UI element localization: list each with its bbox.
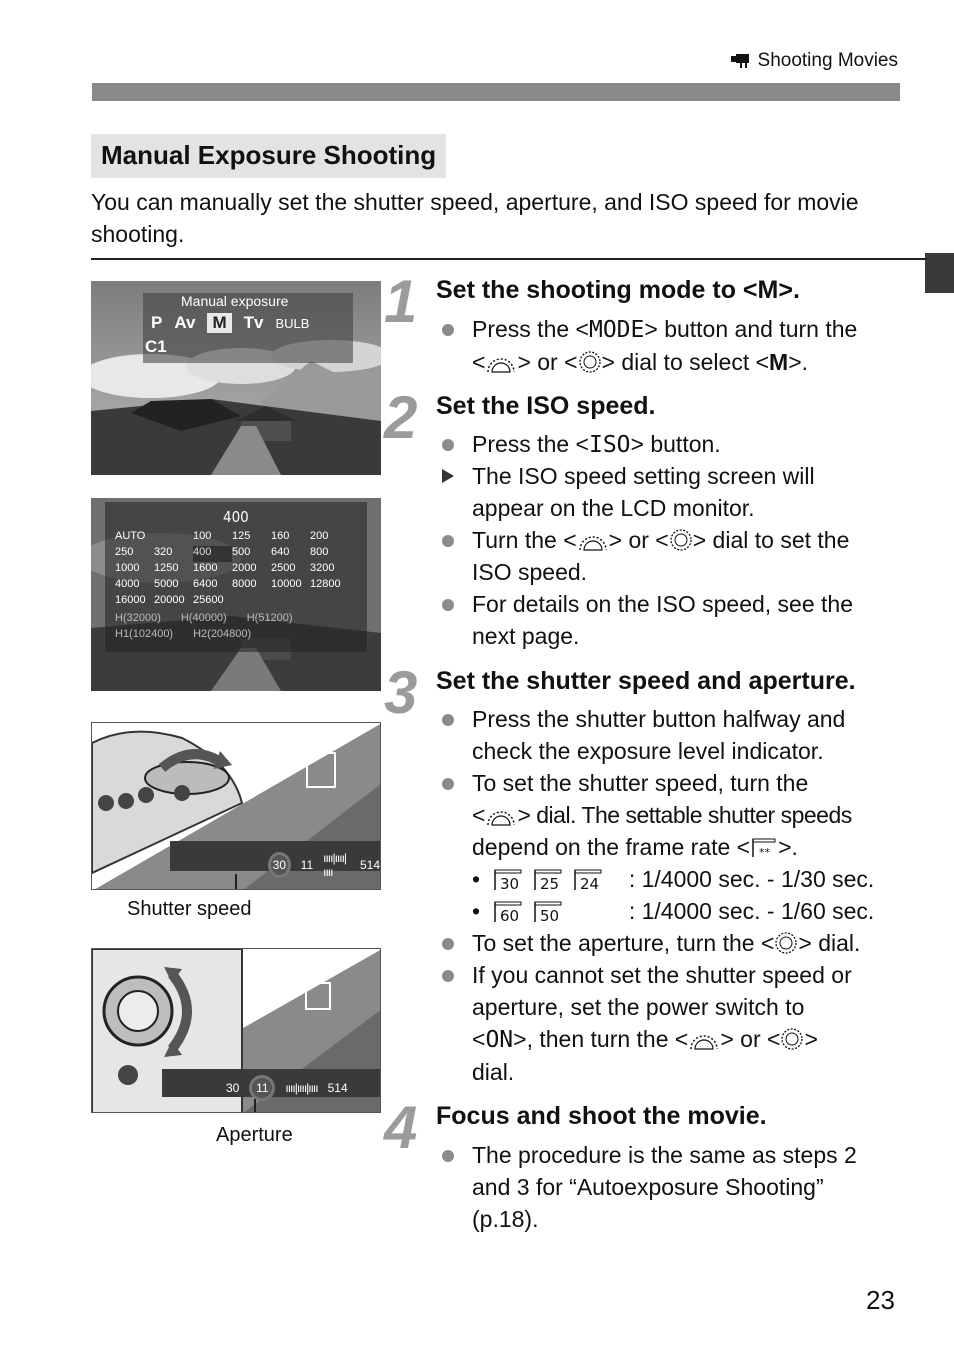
- svg-text:50: 50: [540, 907, 560, 924]
- on-switch-label: ON: [485, 1027, 514, 1053]
- bullet-icon: [442, 714, 454, 726]
- text-fragment: > button and turn the: [644, 316, 858, 342]
- shots-remaining: 514: [327, 1081, 348, 1095]
- frame-rate-range: : 1/4000 sec. - 1/60 sec.: [628, 898, 875, 924]
- text-fragment: > dial.: [798, 930, 861, 956]
- text-fragment: depend on the frame rate <: [472, 834, 751, 860]
- frame-rate-25-icon: [532, 868, 564, 892]
- main-dial-icon: [485, 352, 517, 374]
- running-header: [730, 50, 898, 72]
- iso-value: 5000: [154, 578, 179, 590]
- lcd-readout-aperture: [226, 1075, 348, 1101]
- aperture-value: 11: [300, 858, 314, 872]
- step4-item-1: [440, 1139, 910, 1235]
- iso-extended: [115, 610, 365, 642]
- text-fragment: Turn the <: [472, 527, 577, 553]
- text-fragment: •: [472, 898, 481, 924]
- iso-value: AUTO: [115, 530, 146, 542]
- iso-value: 2500: [271, 562, 296, 574]
- result-arrow-icon: [442, 469, 454, 483]
- frame-rate-range: : 1/4000 sec. - 1/30 sec.: [628, 866, 875, 892]
- chapter-tab: [925, 253, 954, 293]
- text-fragment: <: [472, 349, 486, 375]
- svg-text:24: 24: [580, 875, 600, 892]
- quick-control-dial-icon: [780, 1027, 804, 1051]
- text-fragment: •: [472, 866, 481, 892]
- iso-row: [115, 530, 365, 546]
- bullet-icon: [442, 535, 454, 547]
- iso-value: 6400: [193, 578, 218, 590]
- iso-screen-figure: [91, 498, 381, 691]
- text-fragment: Press the <: [472, 316, 589, 342]
- text-fragment: >, then turn the <: [513, 1026, 689, 1052]
- iso-value: 4000: [115, 578, 140, 590]
- bullet-icon: [442, 970, 454, 982]
- text-fragment: To set the aperture, turn the <: [472, 930, 775, 956]
- bullet-icon: [442, 1150, 454, 1162]
- step-number-4: 4: [384, 1094, 418, 1161]
- aperture-value: 11: [249, 1075, 275, 1101]
- text-fragment: > dial. The settable shutter speeds: [517, 802, 852, 828]
- mode-c1: C1: [145, 337, 167, 356]
- text-fragment: ISO speed.: [472, 559, 588, 585]
- header-bar: [92, 83, 900, 101]
- text-fragment: > or <: [608, 527, 669, 553]
- mode-p: P: [151, 313, 163, 332]
- text-fragment: If you cannot set the shutter speed or: [472, 962, 852, 988]
- iso-value: [271, 594, 310, 610]
- text-fragment: <: [472, 1026, 486, 1052]
- iso-value: 125: [232, 530, 251, 542]
- iso-current: 400: [223, 508, 249, 526]
- iso-value: 200: [310, 530, 329, 542]
- iso-value: 640: [271, 546, 290, 558]
- step-number-3: 3: [384, 659, 418, 726]
- text-fragment: > dial to select <: [601, 349, 770, 375]
- iso-value: 320: [154, 546, 173, 558]
- iso-value: 160: [271, 530, 290, 542]
- divider: [91, 258, 927, 260]
- step2-item-3: [440, 524, 910, 588]
- iso-value: 250: [115, 546, 134, 558]
- iso-value: 800: [310, 546, 329, 558]
- iso-row: [115, 562, 365, 578]
- step-number-1: 1: [384, 268, 418, 335]
- exposure-scale: ıııı|ıııı|ıııı: [323, 851, 347, 879]
- text-fragment: check the exposure level indicator.: [472, 738, 824, 764]
- iso-value: [232, 594, 271, 610]
- step2-item-4: [440, 588, 910, 652]
- step-title-4: Focus and shoot the movie.: [436, 1102, 767, 1130]
- aperture-leader-line: [254, 1099, 256, 1113]
- iso-value: 10000: [271, 578, 302, 590]
- shots-remaining: 514: [359, 858, 380, 872]
- aperture-figure: [91, 948, 381, 1113]
- iso-value: 400: [193, 546, 232, 562]
- page-number: 23: [866, 1285, 895, 1315]
- step-title-2: Set the ISO speed.: [436, 392, 656, 420]
- svg-text:**: **: [759, 846, 771, 859]
- text-fragment: The ISO speed setting screen will: [472, 463, 815, 489]
- text-fragment: aperture, set the power switch to: [472, 994, 805, 1020]
- iso-value: 2000: [232, 562, 257, 574]
- mode-av: Av: [174, 313, 196, 332]
- quick-control-dial-icon: [774, 931, 798, 955]
- exposure-scale: ıııı|ıııı|ıııı: [285, 1081, 318, 1095]
- text-fragment: <: [472, 802, 486, 828]
- frame-rate-icons: [486, 895, 622, 927]
- bullet-icon: [442, 324, 454, 336]
- step1-item-1: [440, 313, 910, 378]
- step-title-3: Set the shutter speed and aperture.: [436, 667, 856, 695]
- mode-menu-title: Manual exposure: [181, 293, 289, 309]
- iso-value: 500: [232, 546, 251, 558]
- text-fragment: (p.18).: [472, 1206, 539, 1232]
- frame-rate-icons: [486, 863, 622, 895]
- iso-extended-value: H(40000): [180, 612, 227, 624]
- text-fragment: Press the <: [472, 431, 589, 457]
- m-mode-label: M: [769, 349, 789, 375]
- mode-screen-figure: [91, 281, 381, 475]
- header-section-label: Shooting Movies: [757, 50, 898, 71]
- aperture-caption: Aperture: [216, 1124, 293, 1146]
- text-fragment: >: [804, 1026, 818, 1052]
- text-fragment: To set the shutter speed, turn the: [472, 770, 809, 796]
- lcd-readout-shutter: [268, 851, 380, 879]
- quick-control-dial-icon: [669, 528, 693, 552]
- iso-extended-value: H2(204800): [193, 628, 252, 640]
- iso-extended-value: H(51200): [246, 612, 293, 624]
- frame-rate-50-icon: [532, 900, 564, 924]
- quick-control-dial-icon: [578, 350, 602, 374]
- step3-item-2: [440, 767, 910, 863]
- intro-text: You can manually set the shutter speed, aperture, and ISO speed for movie shooting.: [91, 189, 859, 247]
- main-dial-icon: [577, 530, 609, 552]
- bullet-icon: [442, 778, 454, 790]
- step2-item-1: [440, 428, 910, 461]
- iso-value: 1600: [193, 562, 218, 574]
- svg-text:30: 30: [500, 875, 520, 892]
- main-dial-icon: [485, 805, 517, 827]
- text-fragment: The procedure is the same as steps 2: [472, 1142, 857, 1168]
- iso-extended-value: H(32000): [115, 612, 161, 624]
- frame-rate-row-1: [472, 863, 902, 895]
- text-fragment: Press the shutter button halfway and: [472, 706, 846, 732]
- svg-text:60: 60: [500, 907, 520, 924]
- iso-value: 25600: [193, 594, 224, 606]
- iso-value: 12800: [310, 578, 341, 590]
- shutter-leader-line: [235, 874, 237, 890]
- shutter-value: 30: [268, 852, 291, 878]
- text-fragment: dial.: [472, 1059, 515, 1085]
- frame-rate-icon: [750, 837, 778, 859]
- iso-value: 100: [193, 530, 212, 542]
- main-dial-icon: [688, 1029, 720, 1051]
- shutter-figure: [91, 722, 381, 890]
- section-title: Manual Exposure Shooting: [91, 134, 446, 178]
- text-fragment: > or <: [720, 1026, 781, 1052]
- bullet-icon: [442, 938, 454, 950]
- bullet-icon: [442, 599, 454, 611]
- movie-camera-icon: [730, 53, 752, 69]
- bullet-icon: [442, 439, 454, 451]
- mode-button-label: MODE: [588, 317, 645, 343]
- step3-item-1: [440, 703, 910, 767]
- frame-rate-60-icon: [492, 900, 524, 924]
- iso-value: 8000: [232, 578, 257, 590]
- shutter-value: 30: [226, 1081, 240, 1095]
- svg-text:25: 25: [540, 875, 560, 892]
- text-fragment: > dial to set the: [692, 527, 850, 553]
- step-number-2: 2: [384, 384, 418, 451]
- iso-value: 3200: [310, 562, 335, 574]
- step2-item-2: [440, 460, 910, 524]
- text-fragment: For details on the ISO speed, see the: [472, 591, 854, 617]
- iso-value: 1000: [115, 562, 140, 574]
- step3-item-4: [440, 959, 910, 1088]
- mode-bulb: BULB: [275, 315, 310, 331]
- iso-row: [115, 578, 365, 594]
- iso-row: [115, 594, 365, 610]
- iso-value: 1250: [154, 562, 179, 574]
- text-fragment: and 3 for “Autoexposure Shooting”: [472, 1174, 824, 1200]
- text-fragment: >.: [778, 834, 798, 860]
- shutter-caption: Shutter speed: [127, 898, 252, 920]
- mode-tv: Tv: [243, 313, 264, 332]
- iso-grid: [115, 530, 365, 642]
- step3-item-3: [440, 927, 910, 959]
- iso-value: 16000: [115, 594, 146, 606]
- mode-m-selected: M: [207, 313, 231, 333]
- frame-rate-30-icon: [492, 868, 524, 892]
- text-fragment: > button.: [630, 431, 721, 457]
- iso-value: [310, 594, 349, 610]
- frame-rate-row-2: [472, 895, 902, 927]
- iso-value: 20000: [154, 594, 185, 606]
- text-fragment: > or <: [517, 349, 578, 375]
- mode-list: [151, 313, 309, 333]
- text-fragment: >.: [788, 349, 809, 375]
- text-fragment: next page.: [472, 623, 580, 649]
- step-title-1: Set the shooting mode to <M>.: [436, 276, 800, 304]
- iso-extended-value: H1(102400): [115, 628, 174, 640]
- iso-button-label: ISO: [588, 432, 631, 458]
- frame-rate-24-icon: [572, 868, 604, 892]
- iso-row: [115, 546, 365, 562]
- iso-value: [154, 530, 193, 546]
- text-fragment: appear on the LCD monitor.: [472, 495, 755, 521]
